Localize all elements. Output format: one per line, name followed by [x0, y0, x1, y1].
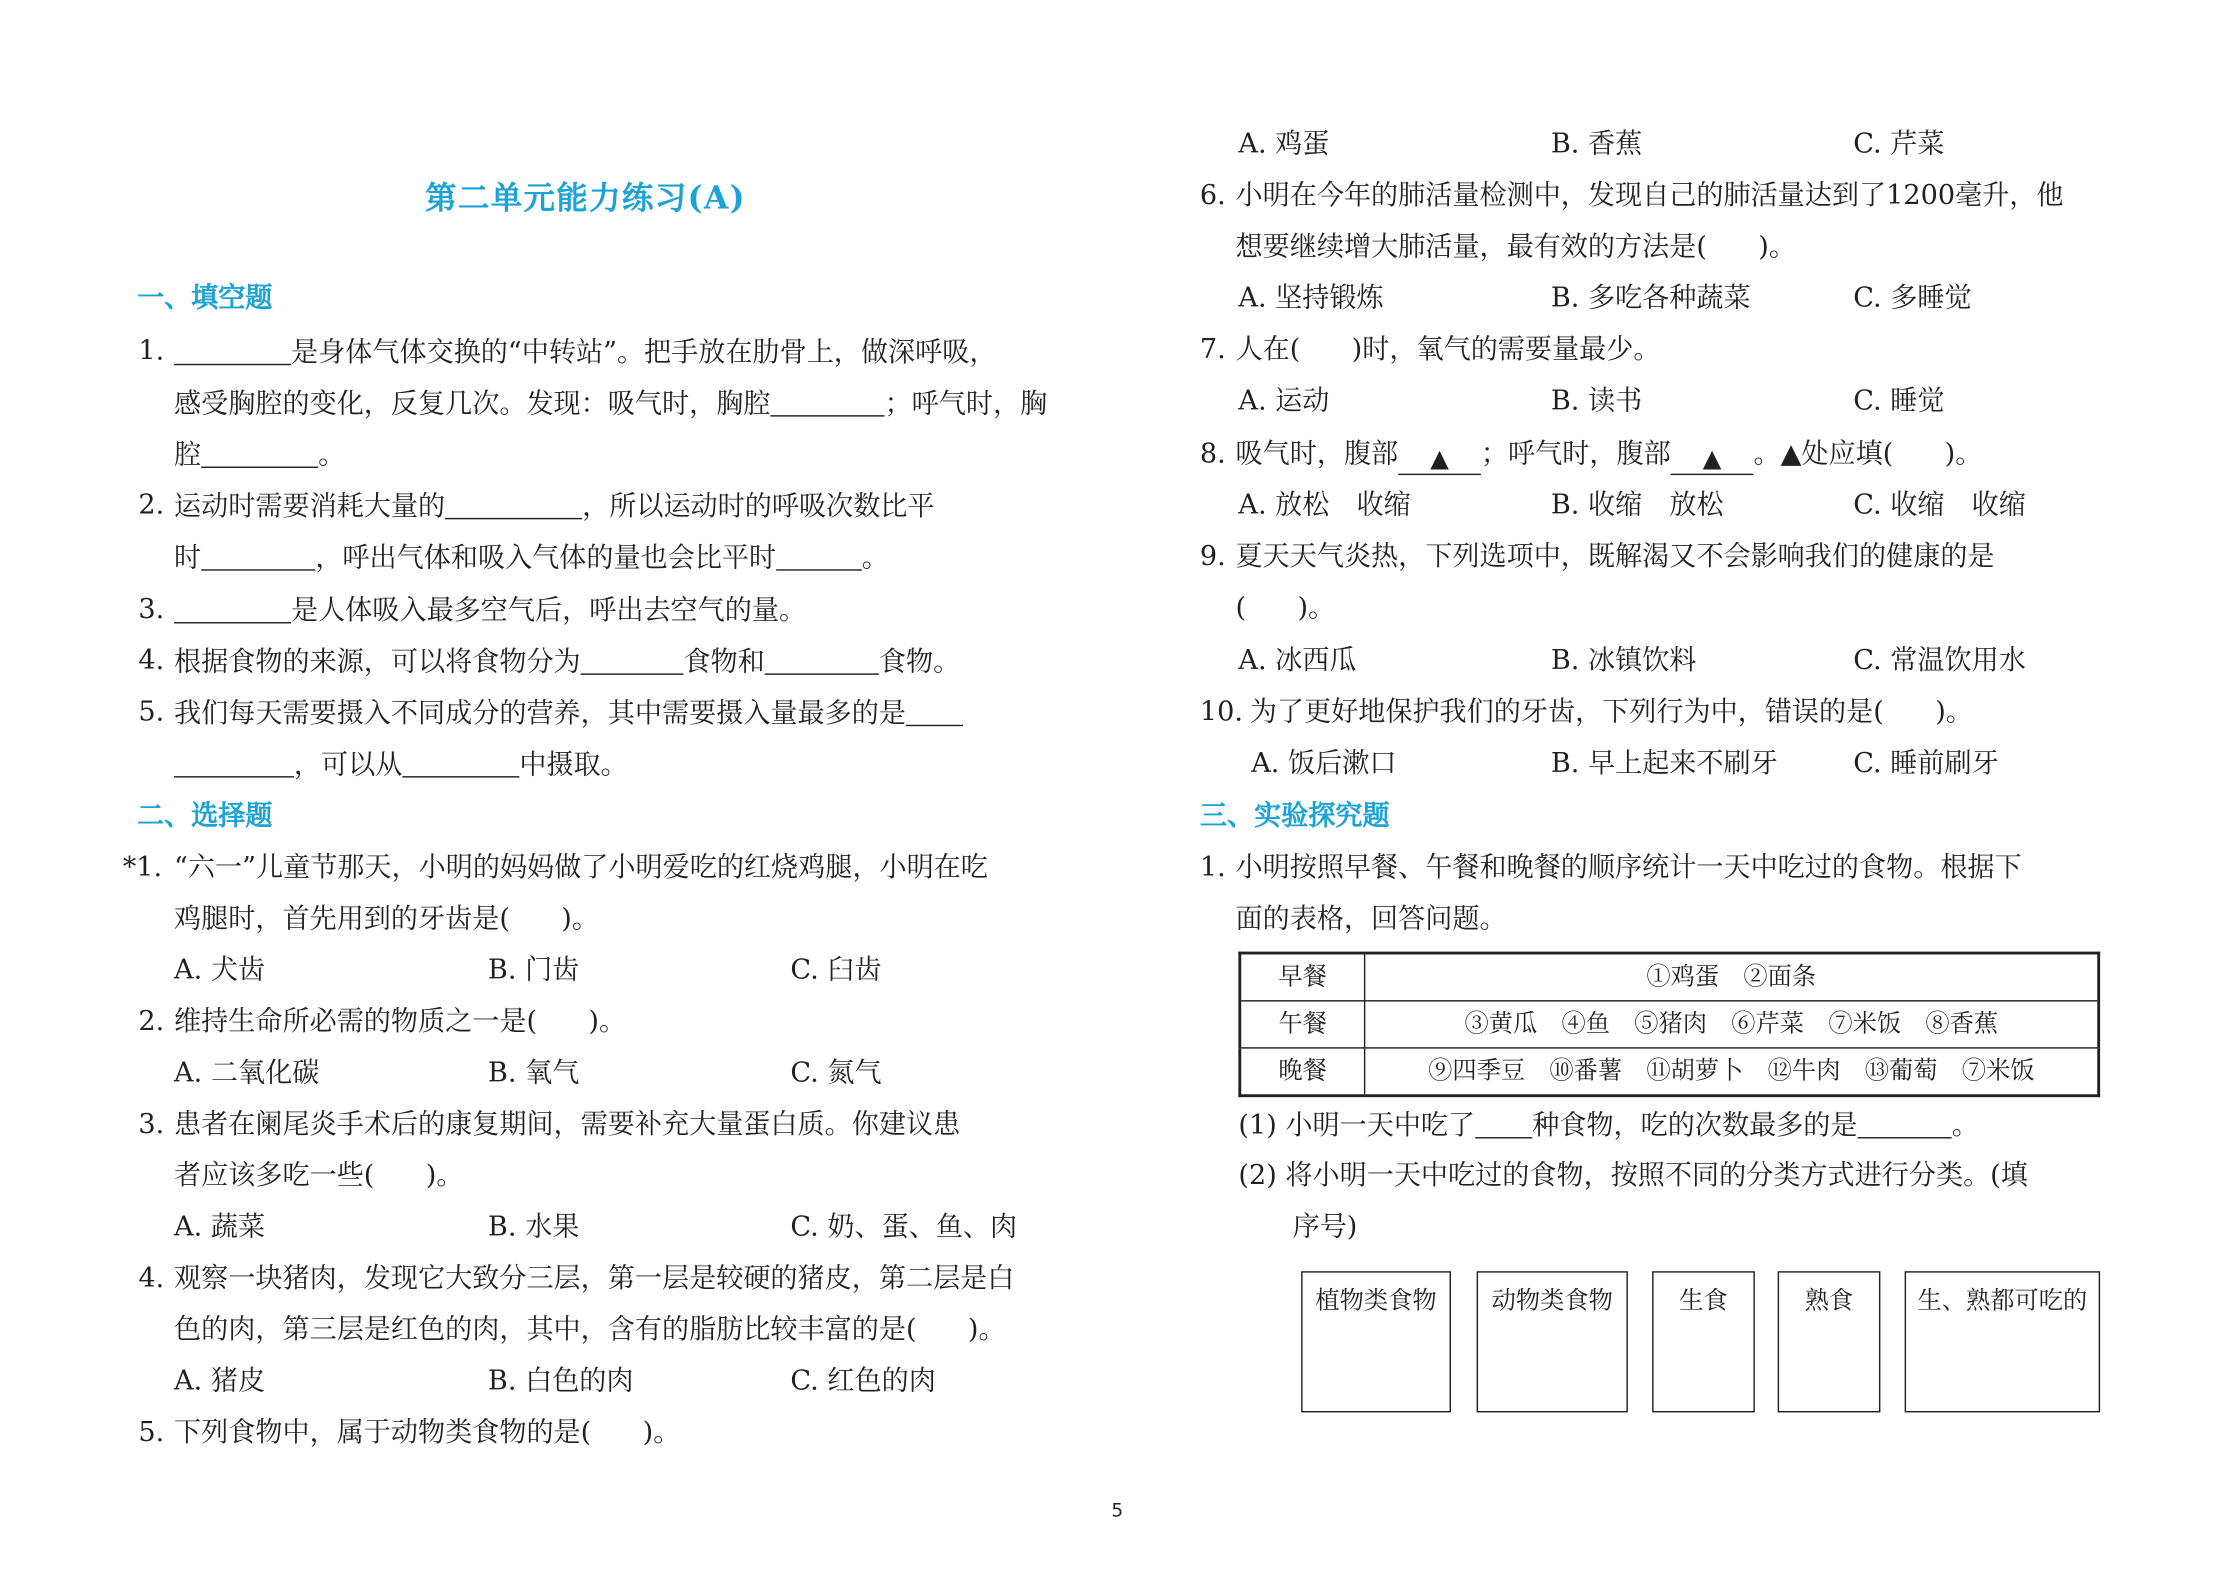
s2-q8-number: 8.	[1199, 437, 1226, 470]
food-table	[1238, 952, 2100, 1098]
s2-q7-option-a[interactable]: A. 运动	[1238, 385, 1330, 417]
s2-q6-line1: 小明在今年的肺活量检测中，发现自己的肺活量达到了1200毫升，他	[1235, 179, 2064, 212]
foods-cell: ⑨四季豆 ⑩番薯 ⑪胡萝卜 ⑫牛肉 ⑬葡萄 ⑦米饭	[1365, 1048, 2099, 1096]
s2-q3-option-b[interactable]: B. 水果	[487, 1211, 580, 1243]
s2-q4-line2: 色的肉，第三层是红色的肉，其中，含有的脂肪比较丰富的是( )。	[174, 1313, 1006, 1346]
s1-q1-line2: 感受胸腔的变化，反复几次。发现：吸气时，胸腔 ；呼气时，胸	[174, 388, 1048, 420]
s2-q7-option-b[interactable]: B. 读书	[1550, 385, 1643, 417]
s2-q3-line2: 者应该多吃一些( )。	[174, 1159, 464, 1192]
s1-q1-line1: 是身体气体交换的“中转站”。把手放在肋骨上，做深呼吸，	[174, 338, 996, 367]
section2-heading: 二、选择题	[136, 800, 273, 832]
s2-q1-line1: “六一”儿童节那天，小明的妈妈做了小明爱吃的红烧鸡腿，小明在吃	[174, 851, 988, 884]
s2-q6-number: 6.	[1199, 179, 1226, 212]
s2-q3-option-c[interactable]: C. 奶、蛋、鱼、肉	[790, 1211, 1018, 1243]
s2-q2-option-b[interactable]: B. 氧气	[487, 1057, 580, 1089]
s2-q8-option-a[interactable]: A. 放松 收缩	[1238, 489, 1411, 521]
s2-q4-option-a[interactable]: A. 猪皮	[174, 1365, 266, 1397]
s1-q5-number: 5.	[138, 696, 165, 728]
s2-q4-line1: 观察一块猪肉，发现它大致分三层，第一层是较硬的猪皮，第二层是白	[174, 1262, 1015, 1295]
s2-q3-option-a[interactable]: A. 蔬菜	[174, 1211, 266, 1243]
s1-q2-number: 2.	[138, 489, 165, 521]
category-box-raw[interactable]: 生食	[1652, 1271, 1755, 1412]
s2-q10-line1: 为了更好地保护我们的牙齿，下列行为中，错误的是( )。	[1249, 696, 1973, 728]
answer-blank-marker[interactable]: ▲	[1398, 448, 1481, 475]
s2-q4-option-c[interactable]: C. 红色的肉	[790, 1365, 936, 1397]
s1-q5-line2: ，可以从 中摄取。	[174, 750, 628, 779]
table-row	[1240, 1048, 2099, 1096]
answer-blank[interactable]	[1858, 1111, 1952, 1138]
s3-q1-sub1: (1) 小明一天中吃了 种食物，吃的次数最多的是 。	[1238, 1109, 1979, 1142]
answer-blank-marker[interactable]: ▲	[1671, 448, 1754, 475]
answer-blank[interactable]	[402, 750, 519, 777]
s2-q10-option-c[interactable]: C. 睡前刷牙	[1853, 747, 1999, 779]
s2-q9-option-b[interactable]: B. 冰镇饮料	[1550, 644, 1697, 677]
category-box-plant[interactable]: 植物类食物	[1301, 1271, 1451, 1412]
s2-q8-line1: 吸气时，腹部 ▲ ；呼气时，腹部 ▲ 。▲处应填( )。	[1235, 437, 1983, 474]
answer-blank[interactable]	[201, 544, 315, 571]
s2-q2-option-a[interactable]: A. 二氧化碳	[174, 1057, 320, 1089]
s1-q1-line3: 腔 。	[174, 439, 346, 471]
s2-q1-number: *1.	[122, 851, 163, 884]
answer-blank[interactable]	[581, 648, 684, 675]
page-number: 5	[1111, 1500, 1124, 1523]
s2-q1-option-c[interactable]: C. 臼齿	[790, 954, 882, 986]
s2-q9-option-a[interactable]: A. 冰西瓜	[1238, 644, 1357, 677]
s1-q4-number: 4.	[138, 644, 165, 677]
s2-q5-option-c[interactable]: C. 芹菜	[1853, 128, 1945, 160]
category-box-both[interactable]: 生、熟都可吃的	[1905, 1271, 2100, 1412]
s2-q8-option-c[interactable]: C. 收缩 收缩	[1853, 489, 2026, 521]
s2-q1-option-a[interactable]: A. 犬齿	[174, 954, 266, 986]
meal-cell: 早餐	[1240, 953, 1365, 1001]
s2-q2-option-c[interactable]: C. 氮气	[790, 1057, 882, 1089]
s1-q1-number: 1.	[138, 335, 165, 367]
answer-blank[interactable]	[201, 441, 318, 468]
s3-q1-sub2-line1: (2) 将小明一天中吃过的食物，按照不同的分类方式进行分类。(填	[1238, 1159, 2028, 1192]
s2-q7-number: 7.	[1199, 333, 1226, 366]
page-title: 第二单元能力练习(A)	[425, 179, 747, 217]
s2-q9-option-c[interactable]: C. 常温饮用水	[1853, 644, 2026, 677]
s2-q10-option-a[interactable]: A. 饭后漱口	[1251, 747, 1397, 779]
category-box-animal[interactable]: 动物类食物	[1477, 1271, 1628, 1412]
s2-q6-option-a[interactable]: A. 坚持锻炼	[1238, 282, 1384, 314]
answer-blank[interactable]	[174, 750, 294, 777]
s2-q5-option-b[interactable]: B. 香蕉	[1550, 128, 1643, 160]
s1-q5-line1: 我们每天需要摄入不同成分的营养，其中需要摄入量最多的是	[174, 699, 963, 728]
s2-q3-line1: 患者在阑尾炎手术后的康复期间，需要补充大量蛋白质。你建议患	[174, 1108, 961, 1140]
s2-q7-line1: 人在( )时，氧气的需要量最少。	[1235, 333, 1661, 366]
s1-q3-number: 3.	[138, 593, 165, 625]
s1-q3-line1: 是人体吸入最多空气后，呼出去空气的量。	[174, 596, 806, 625]
s2-q1-line2: 鸡腿时，首先用到的牙齿是( )。	[174, 903, 599, 935]
meal-cell: 晚餐	[1240, 1048, 1365, 1096]
answer-blank[interactable]	[1475, 1111, 1532, 1138]
foods-cell: ③黄瓜 ④鱼 ⑤猪肉 ⑥芹菜 ⑦米饭 ⑧香蕉	[1365, 1001, 2099, 1048]
s2-q9-line1: 夏天天气炎热，下列选项中，既解渴又不会影响我们的健康的是	[1235, 540, 1995, 573]
s2-q4-option-b[interactable]: B. 白色的肉	[487, 1365, 634, 1397]
s2-q9-line2: ( )。	[1235, 592, 1336, 624]
section1-heading: 一、填空题	[136, 282, 273, 314]
s2-q5-option-a[interactable]: A. 鸡蛋	[1238, 128, 1330, 160]
s2-q10-number: 10.	[1199, 696, 1243, 728]
s2-q10-option-b[interactable]: B. 早上起来不刷牙	[1550, 747, 1778, 779]
s2-q9-number: 9.	[1199, 540, 1226, 573]
s2-q6-line2: 想要继续增大肺活量，最有效的方法是( )。	[1235, 231, 1796, 263]
s3-q1-line1: 小明按照早餐、午餐和晚餐的顺序统计一天中吃过的食物。根据下	[1235, 851, 2022, 884]
s3-q1-line2: 面的表格，回答问题。	[1235, 903, 1507, 935]
table-row	[1240, 1001, 2099, 1048]
answer-blank[interactable]	[445, 492, 582, 519]
s2-q2-line1: 维持生命所必需的物质之一是( )。	[174, 1005, 627, 1038]
s2-q2-number: 2.	[138, 1005, 165, 1038]
meal-cell: 午餐	[1240, 1001, 1365, 1048]
s2-q5-number: 5.	[138, 1416, 165, 1449]
s2-q8-option-b[interactable]: B. 收缩 放松	[1550, 489, 1724, 521]
answer-blank[interactable]	[776, 544, 862, 571]
category-box-cooked[interactable]: 熟食	[1778, 1271, 1881, 1412]
answer-blank[interactable]	[765, 648, 879, 675]
section3-heading: 三、实验探究题	[1199, 800, 1390, 832]
s2-q7-option-c[interactable]: C. 睡觉	[1853, 385, 1945, 417]
table-row	[1240, 953, 2099, 1001]
foods-cell: ①鸡蛋 ②面条	[1365, 953, 2099, 1001]
s3-q1-sub2-line2: 序号)	[1292, 1211, 1358, 1243]
s2-q4-number: 4.	[138, 1262, 165, 1295]
s2-q5-line1: 下列食物中，属于动物类食物的是( )。	[174, 1416, 681, 1449]
answer-blank[interactable]	[174, 596, 291, 623]
answer-blank[interactable]	[174, 338, 291, 365]
answer-blank[interactable]	[906, 699, 963, 726]
s2-q6-option-c[interactable]: C. 多睡觉	[1853, 282, 1972, 314]
s1-q2-line1: 运动时需要消耗大量的 ，所以运动时的呼吸次数比平	[174, 490, 935, 523]
s2-q6-option-b[interactable]: B. 多吃各种蔬菜	[1550, 282, 1751, 314]
answer-blank[interactable]	[770, 389, 884, 416]
s1-q2-line2: 时 ，呼出气体和吸入气体的量也会比平时 。	[174, 542, 889, 574]
s2-q3-number: 3.	[138, 1108, 165, 1140]
s3-q1-number: 1.	[1199, 851, 1226, 884]
s1-q4-line1: 根据食物的来源，可以将食物分为 食物和 食物。	[174, 646, 961, 678]
s2-q1-option-b[interactable]: B. 门齿	[487, 954, 580, 986]
